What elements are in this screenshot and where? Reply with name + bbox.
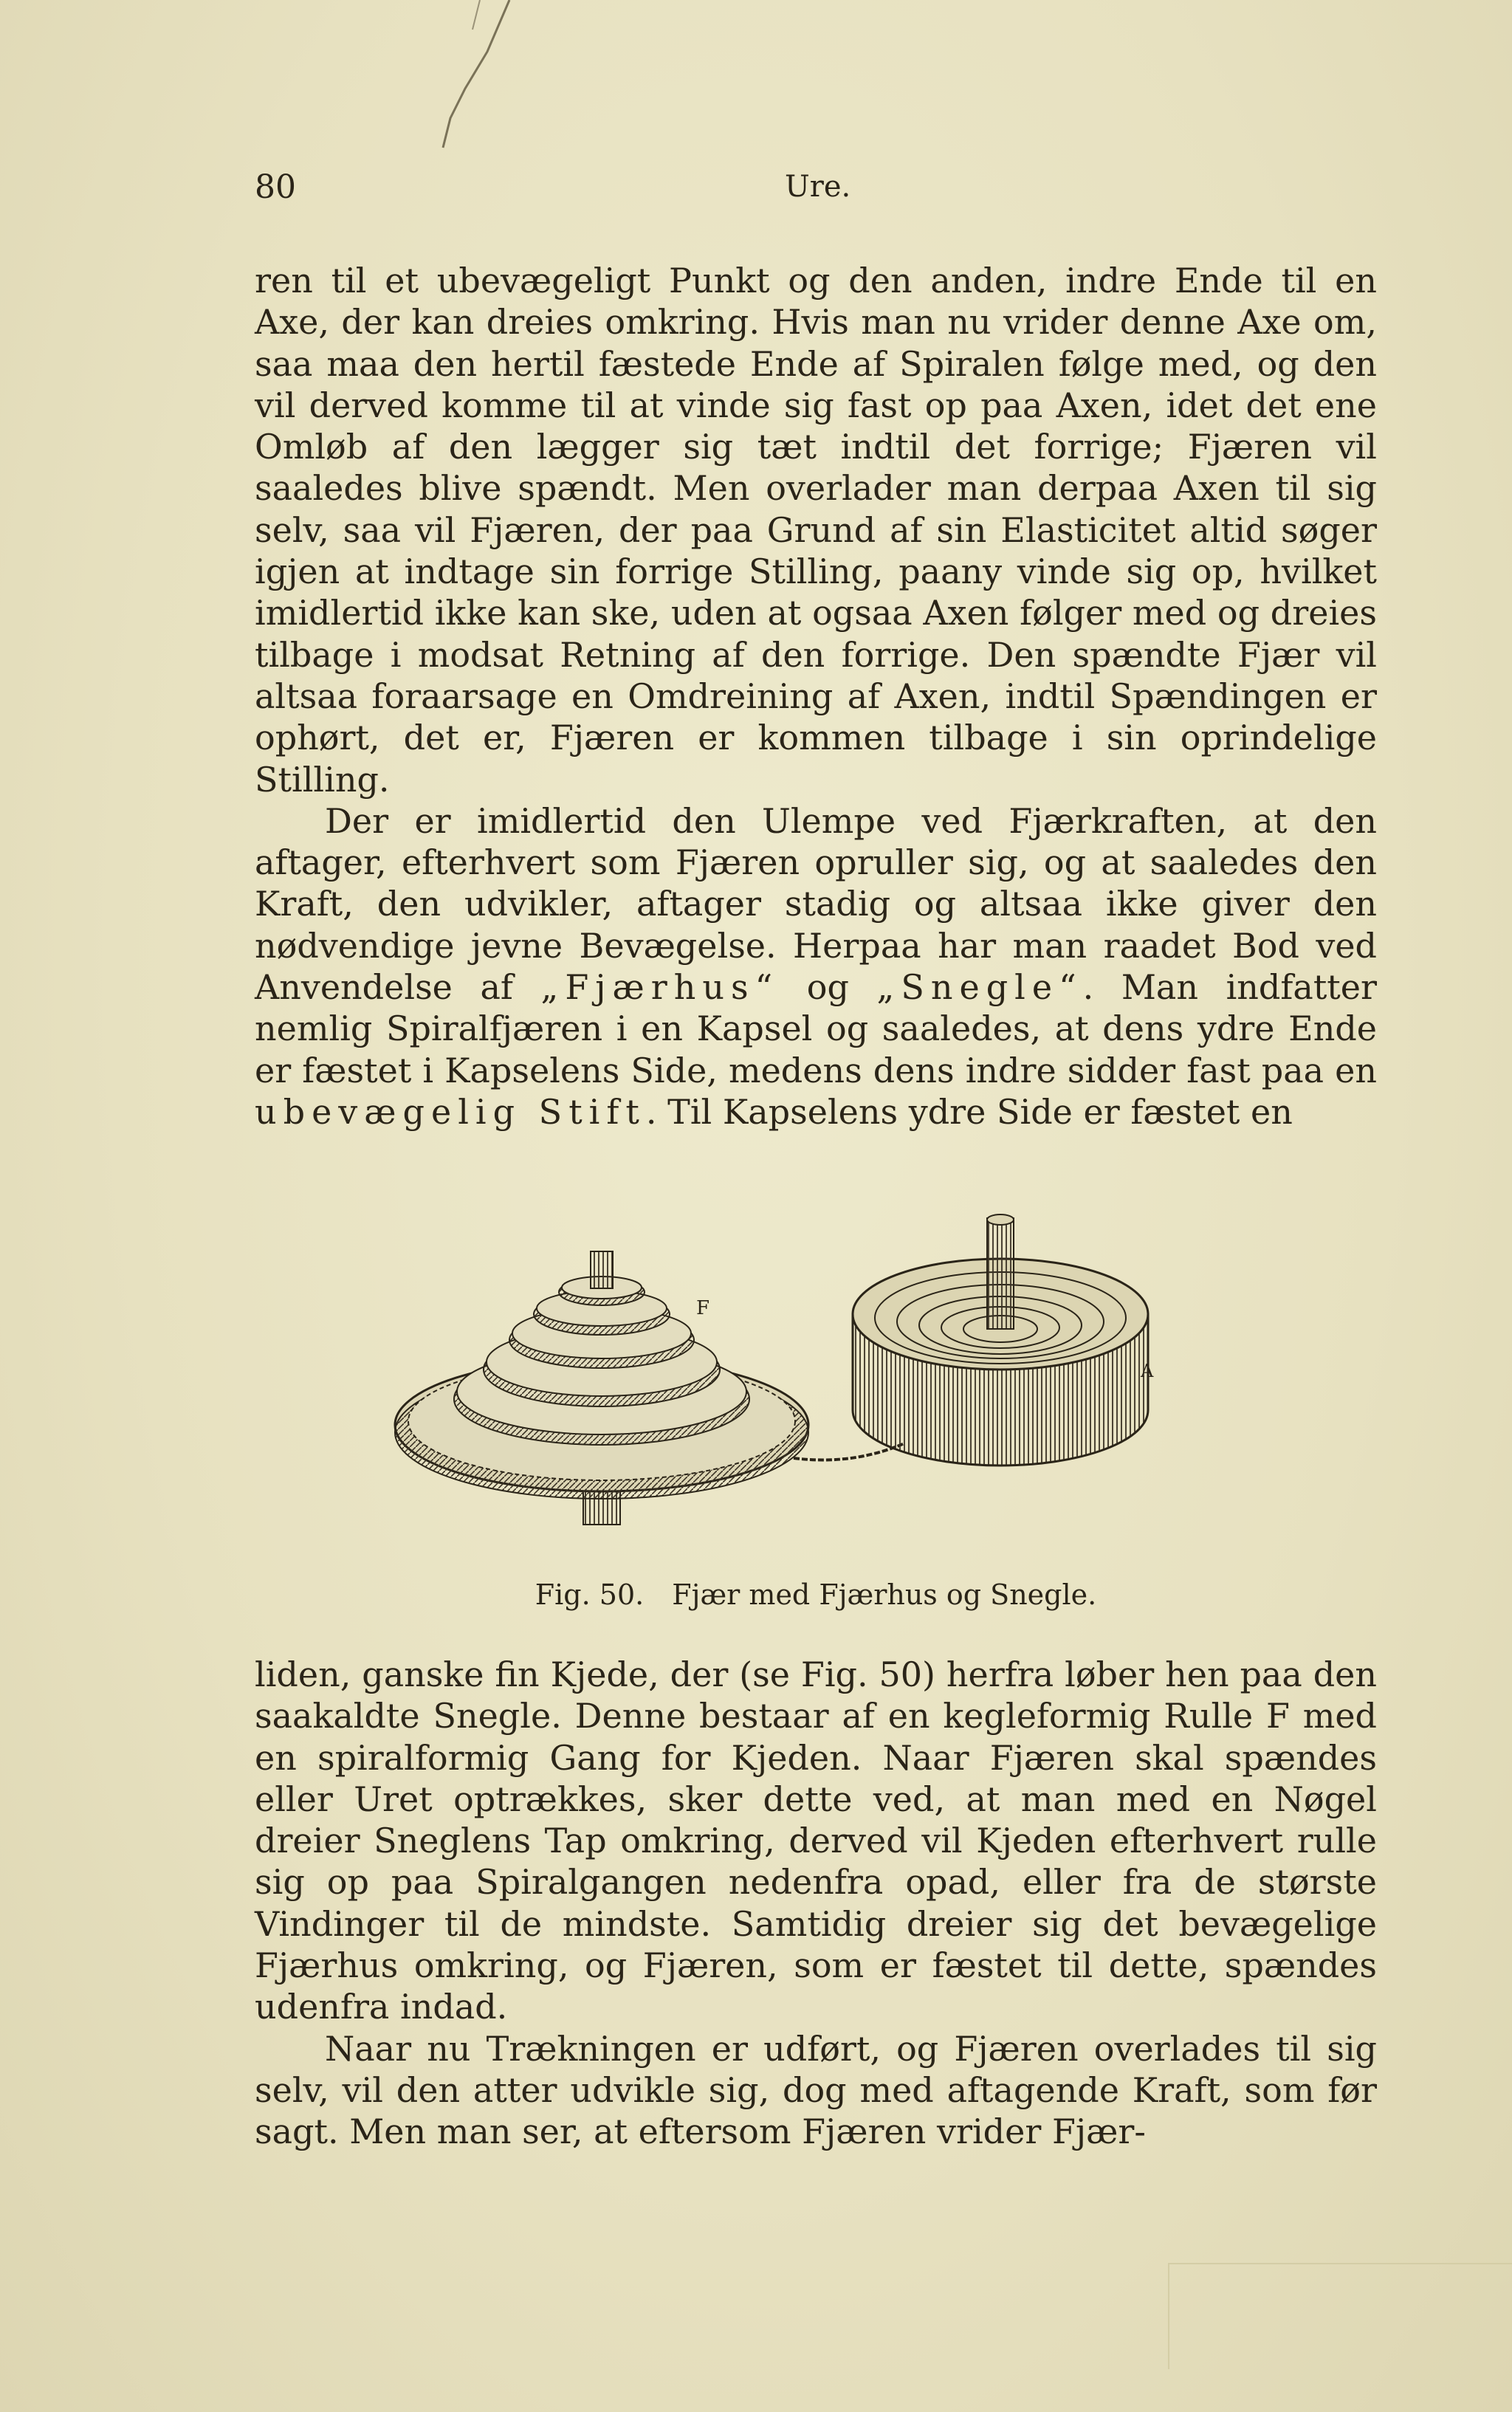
body-text-top: [255, 260, 1377, 1133]
figure-caption-text: Fjær med Fjærhus og Snegle.: [672, 1578, 1097, 1611]
fusee-engraving: [380, 1211, 1281, 1558]
text-segment: . Til Kapselens ydre Side er fæstet en: [645, 1091, 1293, 1132]
page-header: [255, 168, 1377, 213]
term-fjaerhus: „Fjærhus“: [540, 967, 780, 1008]
figure-fusee-illustration: [380, 1211, 1281, 1558]
text-segment: Der er imidlertid den Ulempe ved Fjærkraften, at den aftager, efterhvert som Fjæren opruller sig, og at saaledes den Kraft, den udvikler, aftager stadig og altsaa ikke giver den nødvendige jevne Bevægelse. Herpaa har man raadet Bod ved Anvendelse af: [255, 800, 1377, 1008]
figure-caption: [255, 1578, 1377, 1611]
body-text-bottom: [255, 1654, 1377, 2153]
paragraph: Naar nu Trækningen er udført, og Fjæren overlades til sig selv, vil den atter udvikle sig, dog med aftagende Kraft, som før sagt. Men man ser, at eftersom Fjæren vrider Fjær-: [255, 2028, 1377, 2152]
text-segment: . Man indfatter nemlig Spiralfjæren i en Kapsel og saaledes, at dens ydre Ende er fæstet i Kapselens Side, medens dens indre sidder fast paa en: [255, 967, 1377, 1090]
running-head: Ure.: [785, 170, 851, 204]
spring-barrel: [853, 1214, 1148, 1466]
paragraph: liden, ganske fin Kjede, der (se Fig. 50) herfra løber hen paa den saakaldte Snegle. Denne bestaar af en kegleformig Rulle F med en spiralformig Gang for Kjeden. Naar Fjæren skal spændes eller Uret optrækkes, sker dette ved, at man med en Nøgel dreier Sneglens Tap omkring, derved vil Kjeden efterhvert rulle sig op paa Spiralgangen nedenfra opad, eller fra de største Vindinger til de mindste. Samtidig dreier sig det bevægelige Fjærhus omkring, og Fjæren, som er fæstet til dette, spændes udenfra indad.: [255, 1655, 1377, 2027]
paragraph: [255, 800, 1377, 1133]
text-segment: ren til et ubevægeligt Punkt og den anden, indre Ende til en Axe, der kan dreies omkring. Hvis man nu vrider denne Axe om, saa maa den hertil fæstede Ende af Spiralen følge med, og den vil derved komme til at vinde sig fast op paa Axen, idet det ene Omløb af den lægger sig tæt indtil det forrige; Fjæren vil saaledes blive spændt. Men overlader man derpaa Axen til sig selv, saa vil Fjæren, der paa Grund af sin Elasticitet altid søger igjen at indtage sin forrige Stilling, paany vinde sig op, hvilket imidlertid ikke kan ske, uden at ogsaa Axen følger med og dreies tilbage i modsat Retning af den forrige. Den spændte Fjær vil altsaa foraarsage en Omdreining af Axen, indtil Spændingen er ophørt, det er, Fjæren er kommen tilbage i sin oprindelige Stilling.: [255, 261, 1377, 800]
page-number: 80: [255, 168, 296, 206]
fusee-cone: [395, 1251, 808, 1525]
figure-label-f: F: [696, 1297, 710, 1319]
term-snegle: „Snegle“: [876, 967, 1083, 1008]
term-stift: ubevægelig Stift: [255, 1091, 646, 1132]
paragraph: [255, 260, 1377, 800]
paper-tear-mark: [413, 0, 532, 162]
library-stamp-area: [1168, 2263, 1512, 2369]
text-segment: og: [779, 967, 877, 1008]
figure-label-a: A: [1141, 1361, 1154, 1381]
figure-number: Fig. 50.: [535, 1578, 645, 1611]
